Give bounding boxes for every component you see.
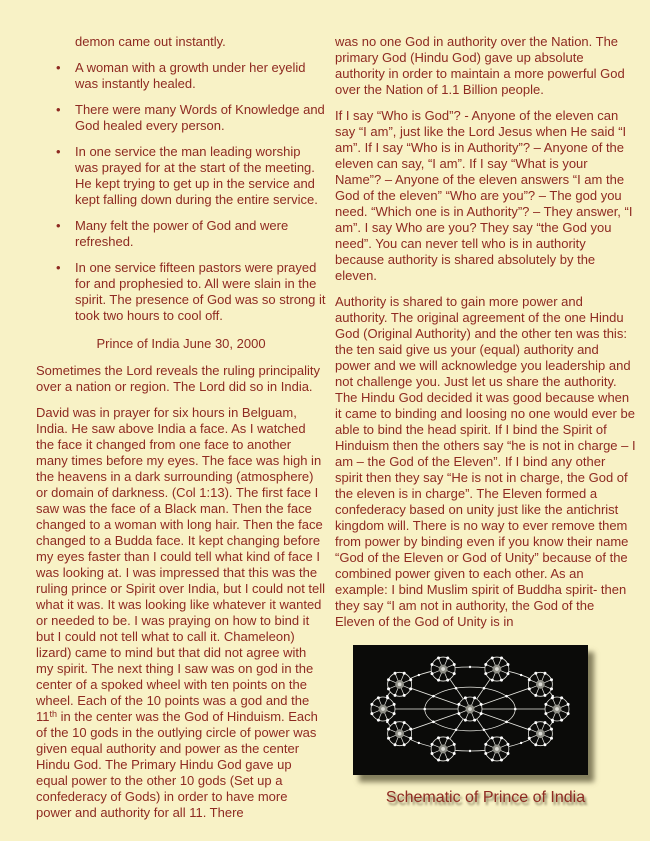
bullet-item	[36, 144, 326, 208]
paragraph-who-is-god: If I say “Who is God”? - Anyone of the eleven can say “I am”, just like the Lord Jesus when He said “I am”. If I say “Who is in Authority”? – Anyone of the eleven can say, “I am”. If I say “What is your Name”? – Anyone of the eleven answers “I am the God of the eleven” “Who are you”? – The god you need. “Which one is in Authority”? – They answer, “I am”. I say Who are you? They say “the God you need”. You can never tell who is in authority because authority is shared absolutely by the eleven.	[335, 108, 633, 283]
bullet-text: Many felt the power of God and were refreshed.	[75, 218, 289, 249]
bullet-text: In one service fifteen pastors were prayed for and prophesied to. All were slain in the spirit. The presence of God was so strong it took two hours to cool off.	[75, 260, 326, 323]
paragraph-continuation: demon came out instantly.	[75, 34, 226, 49]
bullet-marker: •	[56, 144, 61, 159]
spoked-wheel-diagram	[353, 645, 588, 775]
paragraph-intro: Sometimes the Lord reveals the ruling principality over a nation or region. The Lord did so in India.	[36, 363, 320, 394]
bullet-text: A woman with a growth under her eyelid was instantly healed.	[75, 60, 306, 91]
paragraph-vision-post: in the center was the God of Hinduism. Each of the 10 gods in the outlying circle of power was given equal authority and power as the center Hindu God. The Primary Hindu God gave up equal power to the other 10 gods (Set up a confederacy of Gods) in order to have more power and authority for all 11. There	[36, 709, 318, 820]
bullet-item	[36, 218, 326, 250]
bullet-item	[36, 60, 326, 92]
paragraph-shared-authority: Authority is shared to gain more power and authority. The original agreement of the one Hindu God (Original Authority) and the other ten was this: the ten said give us your (equal) authority and power and we will acknowledge you leadership and not challenge you. Just let us share the authority. The Hindu God decided it was good because when it came to binding and loosing no one would ever be able to bind the head spirit. If I bind the Spirit of Hinduism then the others say “he is not in charge – I am – the God of the Eleven”. If I bind any other spirit then they say “He is not in charge, the God of the eleven is in charge”. The Eleven formed a confederacy based on unity just like the antichrist kingdom will. There is no way to ever remove them from power by binding even if you know their name “God of the Eleven or God of Unity” because of the combined power given to each other. As an example: I bind Muslim spirit of Buddha spirit- then they say “I am not in authority, the God of the Eleven of the God of Unity is in	[335, 294, 636, 629]
figure-caption: Schematic of Prince of India	[385, 789, 586, 806]
schematic-image	[353, 645, 588, 775]
schematic-figure	[335, 645, 636, 807]
paragraph-vision-pre: David was in prayer for six hours in Belguam, India. He saw above India a face. As I watched the face it changed from one face to another many times before my eyes. The face was high in the heavens in a dark surrounding (atmosphere) or domain of darkness. (Col 1:13). The first face I saw was the face of a Black man. Then the face changed to a woman with long hair. Then the face changed to a Budda face. It kept changing before my eyes faster than I could tell what kind of face I was looking at. I was impressed that this was the ruling prince or Spirit over India, but I could not tell what it was. It was looking like whatever it wanted or needed to be. I was praying on how to bind it but I could not tell what to call it. Chameleon) lizard) came to mind but that did not agree with my spirit. The next thing I saw was on god in the center of a spoked wheel with ten points on the wheel. Each of the 10 points was a god and the 11	[36, 405, 326, 724]
bullet-text: There were many Words of Knowledge and God healed every person.	[75, 102, 325, 133]
bullet-marker: •	[56, 260, 61, 275]
section-heading: Prince of India June 30, 2000	[96, 336, 266, 351]
right-column	[335, 34, 636, 841]
paragraph-authority-nation: was no one God in authority over the Nation. The primary God (Hindu God) gave up absolute authority in order to maintain a more powerful God over the Nation of 1.1 Billion people.	[335, 34, 625, 97]
bullet-marker: •	[56, 60, 61, 75]
bullet-text: In one service the man leading worship was prayed for at the start of the meeting. He kept trying to get up in the service and kept falling down during the entire service.	[75, 144, 318, 207]
bullet-list	[36, 60, 326, 324]
bullet-item	[36, 102, 326, 134]
ordinal-superscript: th	[49, 709, 58, 719]
bullet-marker: •	[56, 102, 61, 117]
paragraph-vision	[36, 405, 326, 821]
bullet-item	[36, 260, 326, 324]
bullet-marker: •	[56, 218, 61, 233]
left-column	[36, 34, 326, 841]
